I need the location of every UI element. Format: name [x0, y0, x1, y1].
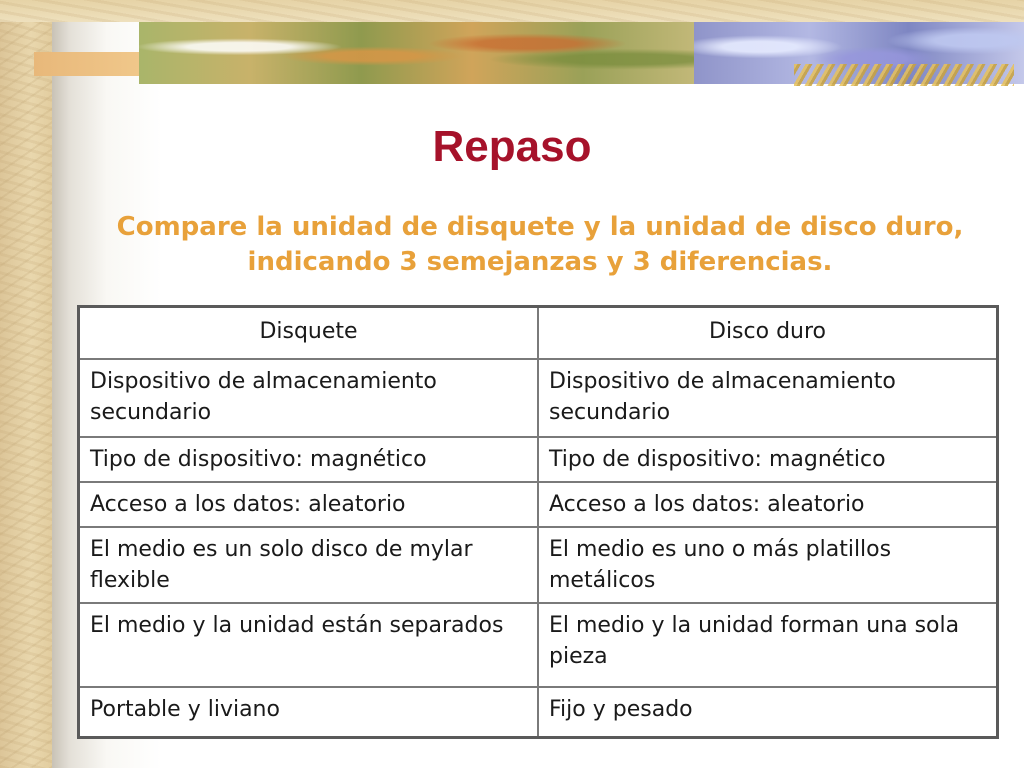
- table-row: [79, 687, 998, 738]
- parchment-top-border: [0, 0, 1024, 22]
- table-cell: Tipo de dispositivo: magnético: [79, 437, 539, 482]
- banner-wheat-image: [794, 64, 1014, 86]
- header-disquete: Disquete: [79, 307, 539, 360]
- table-cell: Acceso a los datos: aleatorio: [79, 482, 539, 527]
- table-cell: El medio y la unidad están separados: [79, 603, 539, 687]
- banner-orange-strip: [34, 52, 152, 76]
- table-row: [79, 603, 998, 687]
- table-cell: Portable y liviano: [79, 687, 539, 738]
- parchment-border: [0, 0, 52, 768]
- slide-title: Repaso: [432, 122, 592, 171]
- table-row: [79, 437, 998, 482]
- banner-leaves-image: [139, 22, 694, 84]
- table-row: [79, 527, 998, 603]
- table-cell: El medio y la unidad forman una sola pieza: [538, 603, 998, 687]
- comparison-table: [77, 305, 999, 739]
- table-header-row: [79, 307, 998, 360]
- table-cell: Dispositivo de almacenamiento secundario: [538, 359, 998, 437]
- table-cell: El medio es uno o más platillos metálicos: [538, 527, 998, 603]
- slide-subtitle: Compare la unidad de disquete y la unidad de disco duro, indicando 3 semejanzas y 3 diferencias.: [116, 212, 964, 277]
- header-disco-duro: Disco duro: [538, 307, 998, 360]
- table-row: [79, 482, 998, 527]
- decorative-banner: [34, 22, 1024, 86]
- table-cell: El medio es un solo disco de mylar flexible: [79, 527, 539, 603]
- table-row: [79, 359, 998, 437]
- table-cell: Dispositivo de almacenamiento secundario: [79, 359, 539, 437]
- table-cell: Tipo de dispositivo: magnético: [538, 437, 998, 482]
- table-cell: Acceso a los datos: aleatorio: [538, 482, 998, 527]
- table-cell: Fijo y pesado: [538, 687, 998, 738]
